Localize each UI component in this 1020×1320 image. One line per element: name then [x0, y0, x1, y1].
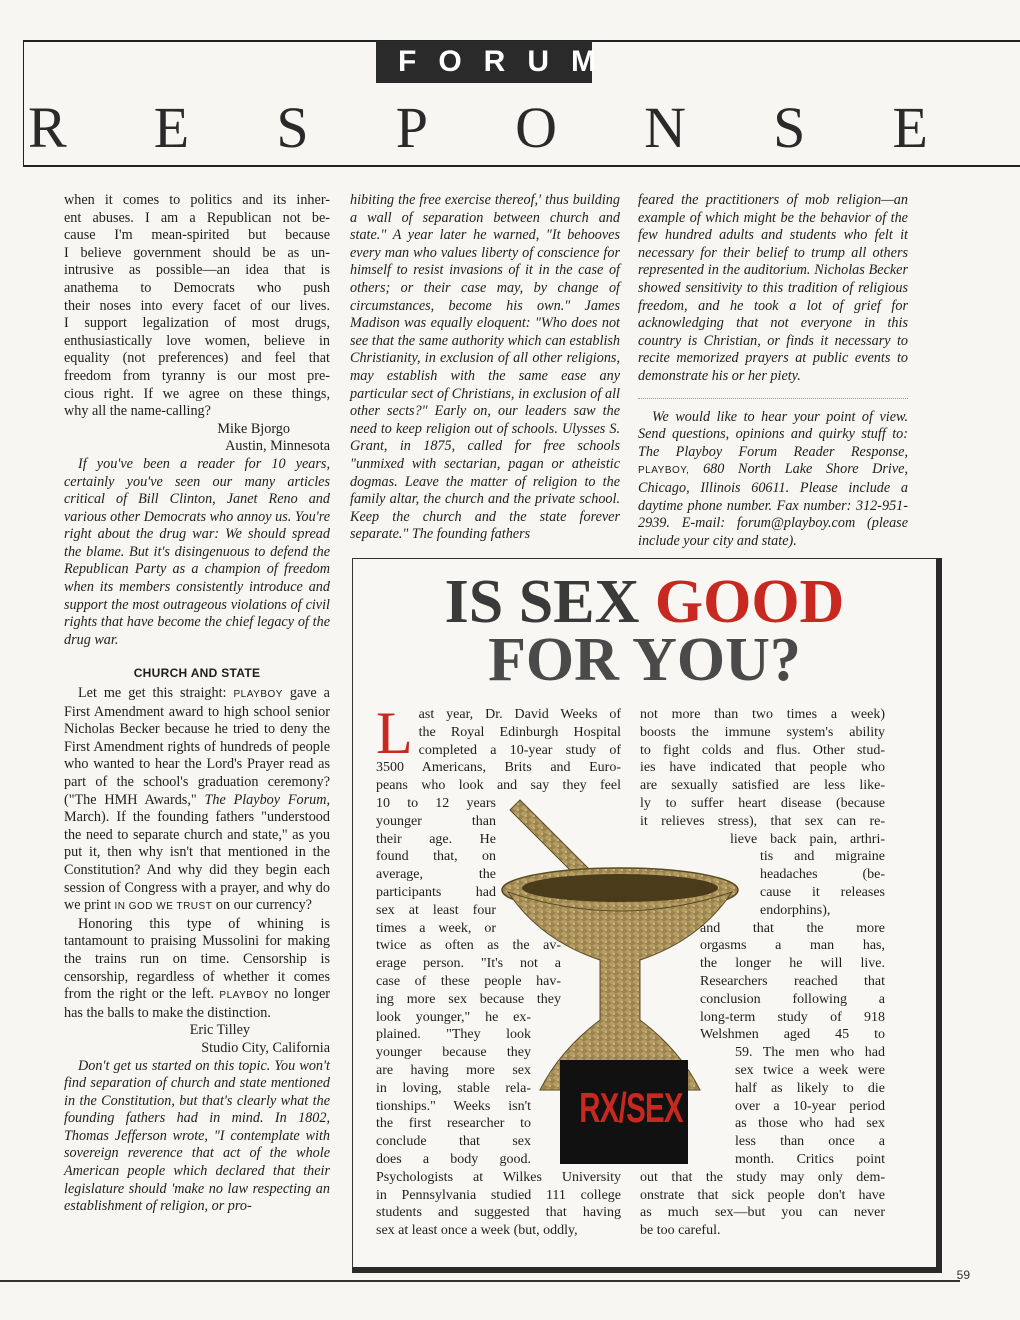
- divider: [638, 398, 908, 399]
- sidebar-article-line-left: younger than: [376, 813, 496, 829]
- letter-1-line: their noses into every facet of our lives.: [64, 297, 330, 314]
- sidebar-article-line-right: conclusion following a: [700, 991, 885, 1007]
- sidebar-article-line-left: students and suggested that having: [376, 1205, 621, 1221]
- section-title: [28, 92, 928, 162]
- section-title-letter: R: [28, 94, 67, 160]
- sidebar-article-line-left: Psychologists at Wilkes University: [376, 1169, 621, 1185]
- sidebar-article-line-left: ast year, Dr. David Weeks of: [418, 707, 621, 722]
- editor-reply-1: If you've been a reader for 10 years, certainly you've seen our many articles critical of Bill Clinton, Janet Reno and various other Democrats who annoy us. You're right about the drug war: We should spread the blame. But it's disingenuous to defend the Republican Party as a champion of freedom when its members consistently introduce and support the most outrageous violations of civil rights that have become the chief legacy of the drug war.: [64, 455, 330, 648]
- sidebar-article-line-left: plained. "They look: [376, 1027, 531, 1043]
- column-2: [350, 192, 620, 544]
- letter-1-line: I support legalization of most drugs,: [64, 315, 330, 332]
- sidebar-article-line-right: out that the study may only dem-: [640, 1169, 885, 1185]
- sidebar-article-line-right: endorphins),: [760, 902, 831, 918]
- sidebar-article-column-right: [640, 706, 885, 1240]
- sidebar-article-line-right: month. Critics point: [735, 1151, 885, 1167]
- sidebar-article-line-left: erage person. "It's not a: [376, 956, 561, 972]
- sidebar-article-line-left: average, the: [376, 867, 496, 883]
- sidebar-article-line-left: in loving, stable rela-: [376, 1080, 531, 1096]
- header-bottom-rule: [24, 165, 1020, 167]
- letter-1-line: enthusiastically love women, believe in: [64, 332, 330, 349]
- letter-1-line: cause I'm mean-spirited but because: [64, 227, 330, 244]
- editor-reply-2-end: feared the practitioners of mob religion—an example of which might be the behavior of the few hundred adults and students who felt it necessary for their belief to trump all others represented in the auditorium. Nicholas Becker showed sensitivity to this tradition of religious freedom, and he took a lot of grief for acknowledging that not everyone in this country is Christian, or finds it necessary to recite memorized prayers at public events to demonstrate his or her piety.: [638, 192, 908, 384]
- sidebar-article-line-left: peans who look and say they feel: [376, 778, 621, 794]
- sidebar-article-line-right: the longer he will live.: [700, 956, 885, 972]
- sidebar-article-line-right: lieve back pain, arthri-: [730, 831, 885, 847]
- sidebar-article-line-right: tis and migraine: [760, 849, 885, 865]
- section-title-letter: S: [276, 94, 309, 160]
- sidebar-article-line-left: participants had: [376, 884, 496, 900]
- sidebar-article-line-left: tionships." Weeks isn't: [376, 1098, 531, 1114]
- sidebar-article-line-right: orgasms a man has,: [700, 938, 885, 954]
- footer-rule: [0, 1280, 960, 1282]
- sidebar-article-line-left: their age. He: [376, 831, 496, 847]
- sidebar-article-line-left: completed a 10-year study of: [418, 742, 621, 758]
- letter-2-paragraph-2: Honoring this type of whining is tantamount to praising Mussolini for making the trains run on time. Censorship is censorship, regardless of whether it comes from the right or the left. PLAYBOY no longer has the balls to make the distinction.: [64, 915, 331, 1021]
- sidebar-article-line-left: 3500 Americans, Brits and Euro-: [376, 760, 621, 776]
- sidebar-article-title: IS SEX GOOD FOR YOU?: [444, 568, 845, 694]
- section-title-letter: S: [773, 94, 806, 160]
- letter-1-line: why all the name-calling?: [64, 403, 211, 420]
- sidebar-article-line-right: Researchers reached that: [700, 973, 885, 989]
- sidebar-article-line-right: ies have indicated that people who: [640, 760, 885, 776]
- letter-2-signature-place: Studio City, California: [201, 1039, 330, 1056]
- sidebar-article-line-left: younger because they: [376, 1045, 531, 1061]
- sidebar-article-line-left: does a body good.: [376, 1151, 531, 1167]
- sidebar-article-line-left: sex at least once a week (but, oddly,: [376, 1223, 578, 1239]
- letter-1-line: equality (not preferences) and feel that: [64, 350, 330, 367]
- sidebar-article-line-right: onstrate that sick people don't have: [640, 1187, 885, 1203]
- letter-1-line: intrusive as possible—an idea that is: [64, 262, 330, 279]
- header-left-rule: [23, 40, 24, 167]
- page-number: 59: [956, 1268, 970, 1282]
- sidebar-article-line-right: be too careful.: [640, 1223, 721, 1239]
- sidebar-article-line-right: to fight colds and flus. Other stud-: [640, 742, 885, 758]
- sidebar-article-line-left: 10 to 12 years: [376, 795, 496, 811]
- sidebar-article-line-left: case of these people hav-: [376, 973, 561, 989]
- letter-1-line: ent abuses. I am a Republican not be-: [64, 209, 330, 226]
- reader-invitation: We would like to hear your point of view. Send questions, opinions and quirky stuff to: The Playboy Forum Reader Response, PLAYBOY, 680 North Lake Shore Drive, Chicago, Illinois 60611. Please include a daytime phone number. Fax number: 312-951-2939. E-mail: forum@playboy.com (please include your city and state).: [638, 408, 908, 549]
- sidebar-article-line-right: cause it releases: [760, 884, 885, 900]
- sidebar-article-line-right: not more than two times a week): [640, 707, 885, 722]
- sidebar-article-line-right: as those who had sex: [735, 1116, 885, 1132]
- section-title-letter: E: [153, 94, 190, 160]
- sidebar-article-line-right: headaches (be-: [760, 867, 885, 883]
- sidebar-article-line-right: as much sex—but you can never: [640, 1205, 885, 1221]
- letter-2-signature-name: Eric Tilley: [189, 1022, 250, 1039]
- sidebar-article-line-left: are having more sex: [376, 1062, 531, 1078]
- sidebar-article-line-left: the first researcher to: [376, 1116, 531, 1132]
- section-title-letter: P: [395, 94, 428, 160]
- subhead-church-and-state: CHURCH AND STATE: [133, 666, 261, 681]
- sidebar-article-line-right: sex twice a week were: [735, 1062, 885, 1078]
- letter-1-line: freedom from tyranny is our most pre-: [64, 367, 330, 384]
- letter-1-signature-place: Austin, Minnesota: [225, 438, 330, 455]
- sidebar-article-line-left: found that, on: [376, 849, 496, 865]
- sidebar-article-line-left: ing more sex because they: [376, 991, 561, 1007]
- sidebar-article-line-right: half as likely to die: [735, 1080, 885, 1096]
- letter-1: [64, 192, 330, 421]
- letter-1-signature-name: Mike Bjorgo: [217, 420, 290, 437]
- sidebar-article-line-left: in Pennsylvania studied 111 college: [376, 1187, 621, 1203]
- sidebar-article-line-left: conclude that sex: [376, 1134, 531, 1150]
- sidebar-article-line-right: long-term study of 918: [700, 1009, 885, 1025]
- drop-cap: L: [376, 700, 413, 766]
- sidebar-article-line-left: look younger," he ex-: [376, 1009, 531, 1025]
- letter-1-line: cious right. If we agree on these things,: [64, 385, 330, 402]
- section-title-letter: N: [644, 94, 686, 160]
- letter-1-line: when it comes to politics and its inher-: [64, 192, 330, 208]
- sidebar-article-line-right: it relieves stress), that sex can re-: [640, 813, 885, 829]
- section-label: FORUM: [376, 41, 592, 83]
- column-1: [64, 192, 330, 1216]
- sidebar-article-line-left: times a week, or: [376, 920, 496, 936]
- sidebar-article-line-right: and that the more: [700, 920, 885, 936]
- rx-sex-logo: RX/SEX: [579, 1084, 683, 1131]
- editor-reply-2-continued: hibiting the free exercise thereof,' thus building a wall of separation between church and state." A year later he warned, "It behooves every man who values liberty of conscience for himself to resist invasions of it in the case of others; or their case may, by change of circumstances, become his own." James Madison was equally eloquent: "Who does not see that the same authority which can establish Christianity, in exclusion of all other religions, may establish with the same ease any particular sect of Christians, in exclusion of all other sects?" Early on, our leaders saw the need to keep religion out of schools. Ulysses S. Grant, in 1875, called for free schools "unmixed with sectarian, pagan or atheistic dogmas. Leave the matter of religion to the family altar, the church and the private school. Keep the church and the state forever separate." The founding fathers: [350, 192, 620, 543]
- column-3: [638, 192, 908, 550]
- sidebar-article-line-right: Welshmen aged 45 to: [700, 1027, 885, 1043]
- sidebar-article-line-right: less than once a: [735, 1134, 885, 1150]
- sidebar-article-line-right: 59. The men who had: [735, 1045, 885, 1061]
- editor-reply-2: Don't get us started on this topic. You won't find separation of church and state mentioned in the Constitution, but that's clearly what the founding fathers had in mind. In 1802, Thomas Jefferson wrote, "I contemplate with sovereign reverence that act of the whole American people which declared that their legislature should 'make no law respecting an establishment of religion, or pro-: [64, 1057, 330, 1215]
- letter-2-paragraph-1: Let me get this straight: PLAYBOY gave a First Amendment award to high school senior Nicholas Becker because he tried to deny the First Amendment rights of hundreds of people who wanted to hear the Lord's Prayer read as part of the school's graduation ceremony? ("The HMH Awards," The Playboy Forum, March). If the founding fathers "understood the need to separate church and state," as you put it, then why isn't that mentioned in the Constitution? And why did they begin each session of Congress with a prayer, and why do we print IN GOD WE TRUST on our currency?: [64, 685, 331, 914]
- sidebar-article-line-left: sex at least four: [376, 902, 496, 918]
- sidebar-article-line-right: are sexually satisfied are less like-: [640, 778, 885, 794]
- sidebar-article-line-right: over a 10-year period: [735, 1098, 885, 1114]
- letter-1-line: I believe government should be as un-: [64, 244, 330, 261]
- section-title-letter: E: [892, 94, 928, 160]
- section-title-letter: O: [515, 94, 557, 160]
- sidebar-article-line-left: twice as often as the av-: [376, 938, 561, 954]
- sidebar-article-line-left: the Royal Edinburgh Hospital: [418, 724, 621, 740]
- letter-1-line: anathema to Democrats who push: [64, 279, 330, 296]
- sidebar-article-line-right: ly to suffer heart disease (because: [640, 795, 885, 811]
- sidebar-article-line-right: boosts the immune system's ability: [640, 724, 885, 740]
